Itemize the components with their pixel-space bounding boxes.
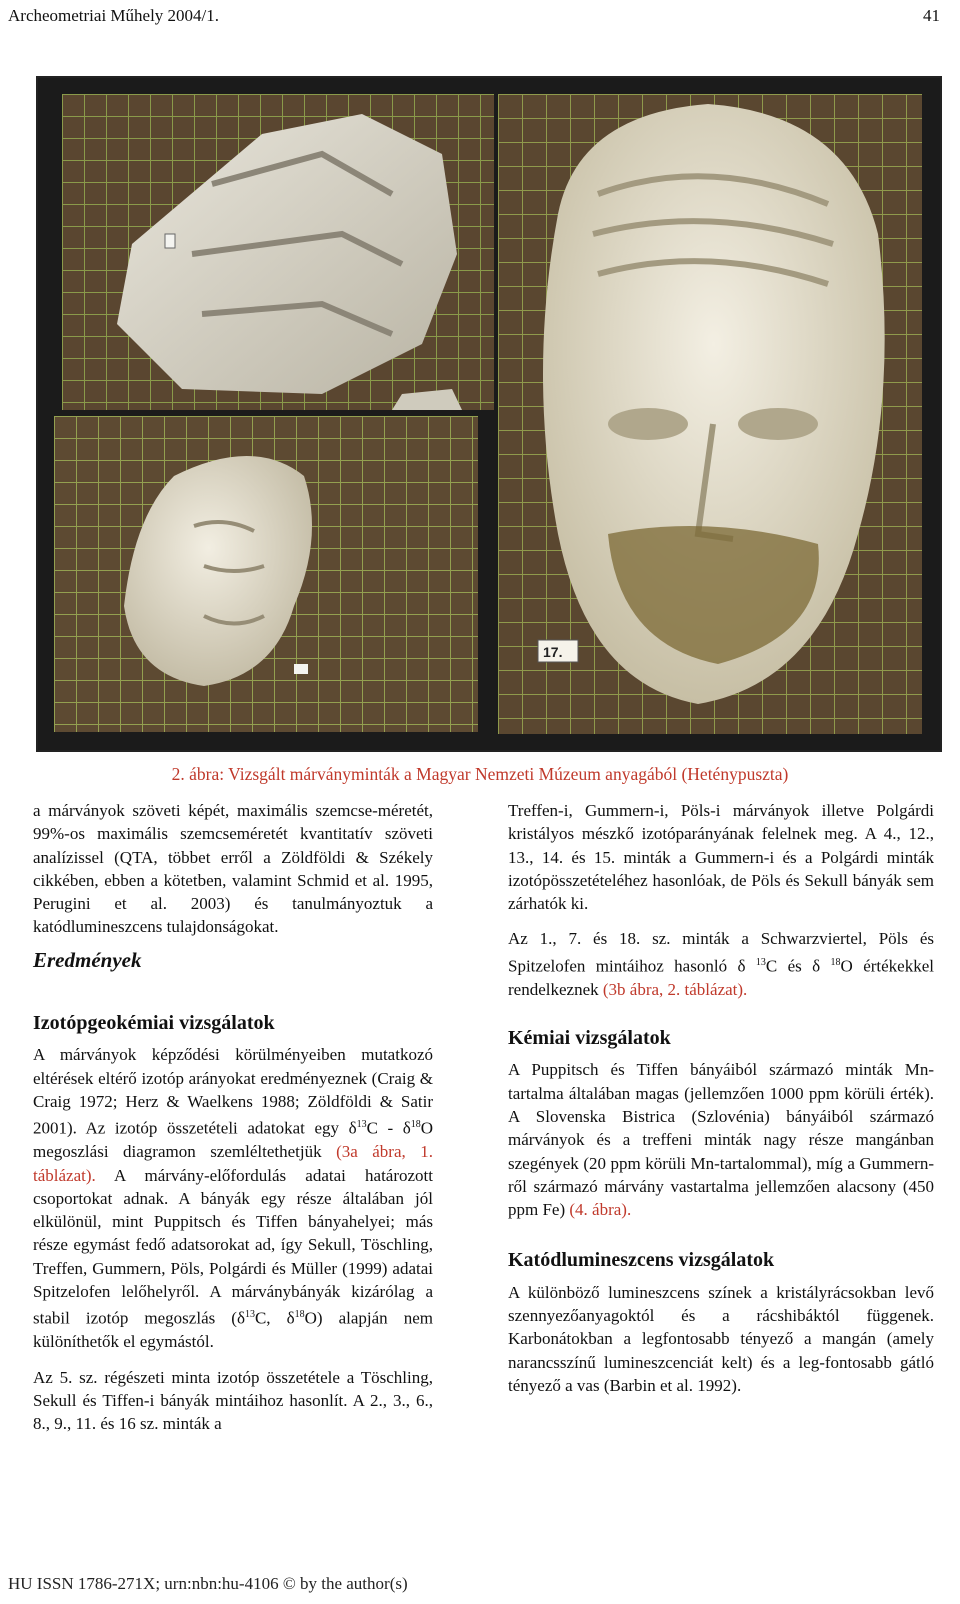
figure-caption: 2. ábra: Vizsgált márványminták a Magyar Nemzeti Múzeum anyagából (Heténypuszta): [171, 764, 789, 784]
page-footer: HU ISSN 1786-271X; urn:nbn:hu-4106 © by the author(s): [8, 1574, 408, 1593]
photo-marble-face: [498, 94, 922, 734]
figure-reference[interactable]: (3b ábra, 2. táblázat).: [602, 979, 748, 999]
page-header: [8, 6, 948, 28]
chemical-heading: Kémiai vizsgálatok: [508, 1027, 671, 1050]
intro-paragraph: a márványok szöveti képét, maximális szemcse-méretét, 99%-os maximális szemcseméretét kvantitatív szöveti analízissel (QTA, többet erről a Zöldföldi & Székely cikkében, ebben a kötetben, valamint Schmid et al. 1995, Perugini et al. 2003) és tanulmányoztuk a katódlumineszcens tulajdonságokat.: [33, 801, 433, 937]
chemical-paragraph: A Puppitsch és Tiffen bányáiból származó minták Mn-tartalma általában magas (jellemzően 1000 ppm körüli érték). A Slovenska Bistrica (Szlovénia) bányáiból származó márványok és a treffeni minták nagy része mangánban szegények (20 ppm körüli Mn-tartalommal), míg a Gummern-ről származó márvány vastartalma jellemzően alacsony (450 ppm Fe) (4. ábra).: [508, 1060, 934, 1220]
journal-title: Archeometriai Műhely 2004/1.: [8, 6, 220, 25]
left-column: [33, 799, 433, 1435]
photo-relief-fragment: [62, 94, 494, 410]
isotope-paragraph-1: A márványok képződési körülményeiben mutatkozó eltérések eltérő izotóp arányokat eredményeznek (Craig & Craig 1972; Herz & Waelkens 1988; Zöldföldi & Satir 2001). Az izotóp összetételi adatokat egy $\delta^{13}C - \delta^{18}O$ megoszlási diagramon szemléltethetjük (3a ábra, 1. táblázat). A márvány-előfordulás adatai határozott csoportokat adnak. A bányák egy része általában jól elkülönül, mint Puppitsch és Tiffen bányahelyei; más része egymást fedő adatsorokat ad, így Sekull, Töschling, Treffen, Gummern, Pöls, Polgárdi és Müller (1999) adatai Spitzelofen lelőhelyről. A márványbányák kizárólag a stabil izotóp megoszlás ($\delta^{13}C$, $\delta^{18}O$) alapján nem különíthetők el egymástól.: [33, 1045, 433, 1352]
right-column: [508, 799, 934, 1397]
isotope-heading: Izotópgeokémiai vizsgálatok: [33, 1012, 275, 1035]
right-paragraph-1: Treffen-i, Gummern-i, Pöls-i márványok illetve Polgárdi kristályos mészkő izotóparányának felelnek meg. A 4., 12., 13., 14. és 15. minták a Gummern-i és a Polgárdi minták izotópösszetételéhez hasonlóak, de Pöls és Sekull bányák sem zárhatók ki.: [508, 801, 934, 914]
photo-head-fragment: [54, 416, 478, 732]
isotope-paragraph-2: Az 5. sz. régészeti minta izotóp összetétele a Töschling, Sekull és Tiffen-i bányák mintáihoz hasonlít. A 2., 3., 6., 8., 9., 11. és 16 sz. minták a: [33, 1367, 433, 1434]
sample-label-17: 17.: [543, 644, 563, 660]
figure-reference[interactable]: (3a ábra, 1. táblázat).: [33, 1142, 433, 1185]
cathodoluminescence-heading: Katódlumineszcens vizsgálatok: [508, 1249, 775, 1272]
results-heading: Eredmények: [33, 947, 142, 972]
figure-reference[interactable]: (4. ábra).: [569, 1200, 632, 1220]
figure-photo-panel: [36, 76, 942, 752]
cathodoluminescence-paragraph: A különböző lumineszcens színek a kristályrácsokban levő szennyezőanyagoktól és a rácshibáktól függenek. Karbonátokban a legfontosabb tényező a mangán (amely narancsszínű lumineszcenciát kelt) és a leg-fontosabb gátló tényező a vas (Barbin et al. 1992).: [508, 1282, 934, 1395]
page-number: 41: [923, 6, 940, 25]
right-paragraph-2: Az 1., 7. és 18. sz. minták a Schwarzviertel, Pöls és Spitzelofen mintáihoz hasonló δ $^{13}$C és δ $^{18}$O értékekkel rendelkeznek (3b ábra, 2. táblázat).: [508, 929, 934, 999]
